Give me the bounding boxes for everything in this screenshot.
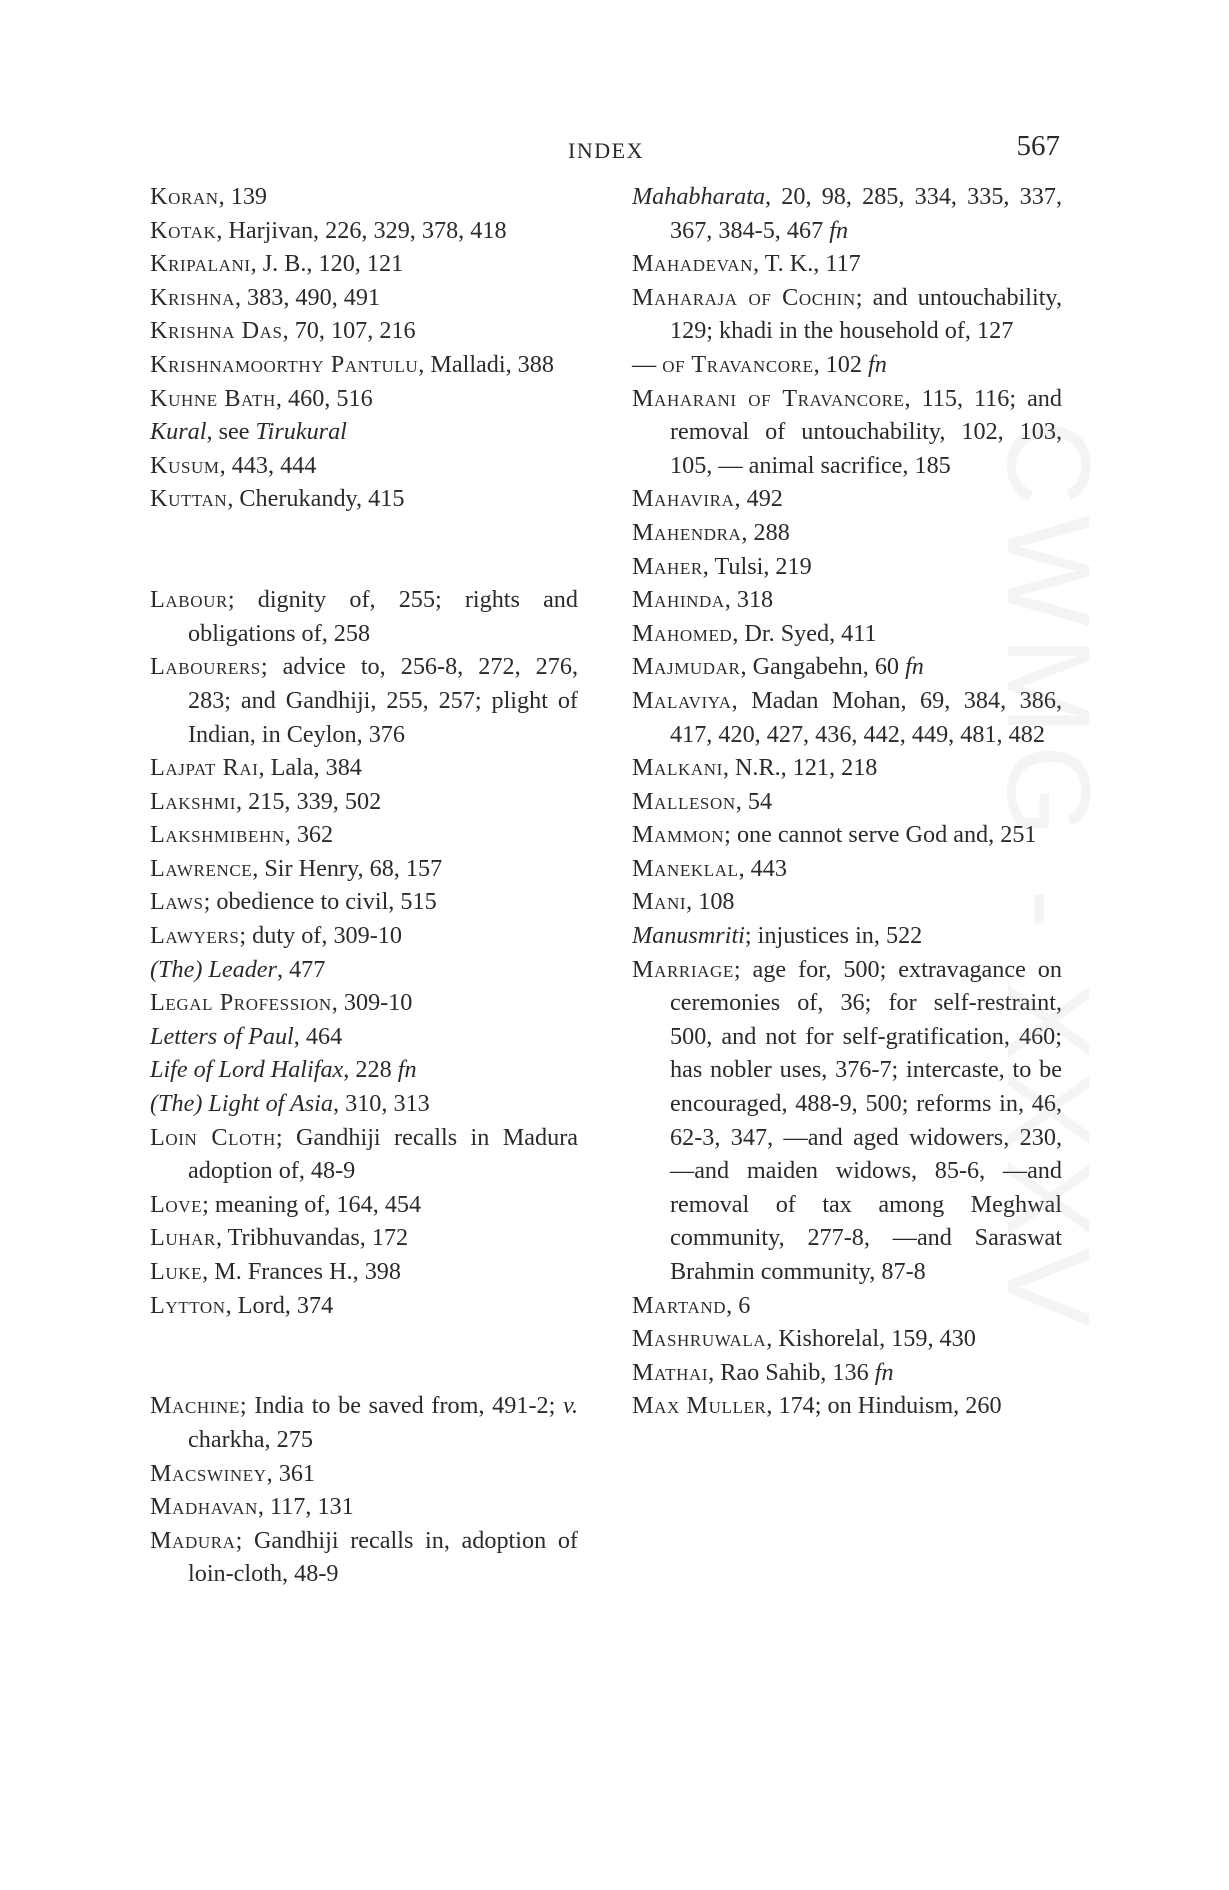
index-entry (150, 986, 578, 1020)
entry-references: ; meaning of, 164, 454 (202, 1190, 422, 1218)
entry-heading: Labourers (150, 653, 261, 681)
index-entry (150, 1524, 578, 1591)
entry-heading: of Travancore (662, 350, 814, 378)
index-entry (150, 348, 578, 382)
index-entry (150, 1490, 578, 1524)
index-entry (150, 1020, 578, 1054)
entry-heading: Krishna Das (150, 317, 283, 345)
entry-references: , 6 (726, 1291, 751, 1319)
watermark-text: CWMG - XXXV (982, 420, 1114, 1337)
index-entry (150, 953, 578, 987)
entry-references: , Tribhuvandas, 172 (215, 1224, 409, 1252)
entry-heading: Martand (632, 1291, 727, 1319)
entry-references: , 464 (293, 1022, 343, 1050)
entry-italic-term: fn (829, 216, 849, 244)
entry-references: , 20, 98, 285, 334, 335, 337, 367, 384-5, 467 (670, 183, 1062, 244)
entry-heading: Mahomed (632, 619, 733, 647)
entry-references: ; and untouchability, 129; khadi in the household of, 127 (670, 283, 1062, 345)
entry-heading: Lytton (150, 1291, 226, 1319)
section-gap (150, 516, 578, 583)
entry-references: ; Gandhiji recalls in, adoption of loin-cloth, 48-9 (188, 1526, 578, 1588)
entry-heading: Mahinda (632, 586, 725, 614)
entry-heading: Mahendra (632, 518, 742, 546)
entry-references: , Sir Henry, 68, 157 (252, 854, 443, 882)
entry-references: , 288 (741, 518, 790, 546)
index-entry (150, 751, 578, 785)
entry-heading: Luhar (150, 1224, 216, 1252)
entry-references: , Cherukandy, 415 (227, 485, 405, 513)
index-entry (150, 449, 578, 483)
entry-heading: Lawyers (150, 922, 240, 950)
entry-references: ; advice to, 256-8, 272, 276, 283; and Gandhiji, 255, 257; plight of Indian, in Ceylon, 376 (188, 653, 578, 748)
entry-heading: Luke (150, 1258, 203, 1285)
entry-heading: Kusum (150, 451, 220, 479)
entry-heading: Max Muller (632, 1392, 767, 1420)
index-entry (632, 348, 1062, 382)
index-entry (150, 1255, 578, 1289)
entry-references: ; Gandhiji recalls in Madura adoption of, 48-9 (188, 1123, 578, 1185)
entry-references: , 383, 490, 491 (234, 283, 381, 311)
entry-heading: Malleson (632, 787, 736, 815)
entry-references: , Rao Sahib, 136 (708, 1358, 875, 1386)
index-entry (150, 382, 578, 416)
entry-references: , 54 (735, 787, 773, 815)
entry-heading: Loin Cloth (150, 1123, 276, 1151)
entry-references: ; one cannot serve God and, 251 (724, 821, 1037, 849)
index-entry (150, 1389, 578, 1456)
entry-heading: Lawrence (150, 854, 253, 882)
index-entry (150, 818, 578, 852)
index-entry (150, 1087, 578, 1121)
entry-heading: Mahavira (632, 485, 735, 513)
entry-italic-term: v. (563, 1392, 578, 1420)
entry-references: , Malladi, 388 (418, 350, 554, 378)
section-gap (150, 1322, 578, 1389)
entry-references: , Lord, 374 (225, 1291, 334, 1319)
entry-references: , 361 (266, 1459, 315, 1487)
entry-references: , 310, 313 (333, 1090, 430, 1118)
entry-references: , 477 (276, 955, 326, 983)
entry-references: , 443, 444 (219, 451, 317, 479)
entry-references: , 215, 339, 502 (236, 787, 382, 815)
entry-heading: Kuttan (150, 485, 228, 513)
entry-references: , Tulsi, 219 (702, 552, 812, 580)
entry-references: ; age for, 500; extravagance on ceremonies of, 36; for self-restraint, 500, and not for self-gratification, 460; has nobler uses, 376-7; intercaste, to be encouraged, 488-9, 500; reforms in, 46, 62-3, 347, —and aged widowers, 230, —and maiden widows, 85-6, —and removal of tax among Meghwal community, 277-8, —and Saraswat Brahmin community, 87-8 (670, 955, 1062, 1285)
entry-italic-term: fn (905, 653, 924, 681)
index-entry (150, 1053, 578, 1087)
entry-heading: Marriage (632, 955, 734, 983)
entry-heading: Maher (632, 552, 703, 580)
index-entry (632, 247, 1062, 281)
entry-references: , 460, 516 (275, 384, 373, 412)
entry-references: , 309-10 (331, 989, 413, 1017)
entry-heading: Madhavan (150, 1493, 258, 1521)
index-entry (150, 482, 578, 516)
entry-references: , 362 (284, 821, 334, 849)
page-header (150, 130, 1062, 170)
index-entry (150, 650, 578, 751)
watermark (982, 420, 1130, 1470)
entry-heading: Lajpat Rai (150, 754, 259, 782)
index-column-left (150, 180, 578, 1591)
entry-italic-term: fn (867, 350, 887, 378)
index-entry (632, 180, 1062, 247)
page-number: 567 (1016, 130, 1060, 162)
index-entry (150, 919, 578, 953)
index-entry (150, 314, 578, 348)
entry-references: , 318 (724, 586, 774, 614)
index-entry (150, 281, 578, 315)
running-title: INDEX (568, 138, 644, 163)
entry-references: , 117, 131 (257, 1493, 354, 1521)
entry-heading: Kripalani (150, 250, 251, 278)
entry-heading: Letters of Paul (150, 1022, 294, 1050)
entry-heading: Kural (150, 418, 207, 446)
entry-references: ; India to be saved from, 491-2; (239, 1392, 563, 1420)
entry-heading: Macswiney (150, 1459, 267, 1487)
entry-heading: Machine (150, 1392, 240, 1420)
entry-italic-term: fn (397, 1056, 417, 1084)
entry-heading: Krishnamoorthy Pantulu (150, 350, 419, 378)
entry-heading: Lakshmi (150, 787, 237, 815)
entry-heading: Mahabharata (632, 183, 766, 210)
index-entry (150, 583, 578, 650)
index-entry (150, 1188, 578, 1222)
entry-references: ; obedience to civil, 515 (203, 888, 437, 916)
entry-heading: Mani (632, 888, 687, 916)
entry-references: , 174; on Hinduism, 260 (766, 1392, 1002, 1420)
entry-references: , Kishorelal, 159, 430 (766, 1325, 976, 1353)
index-entry (150, 1457, 578, 1491)
entry-references: , 70, 107, 216 (282, 317, 416, 345)
index-entry (150, 1221, 578, 1255)
entry-references: , 492 (734, 485, 783, 513)
index-entry (150, 415, 578, 449)
entry-heading: Maneklal (632, 854, 739, 882)
entry-heading: Life of Lord Halifax (150, 1056, 344, 1084)
entry-references: ; duty of, 309-10 (239, 922, 402, 950)
entry-references: , 443 (738, 854, 787, 882)
entry-references: , 139 (218, 183, 268, 210)
entry-heading: Manusmriti (632, 922, 745, 950)
entry-references: , 108 (686, 888, 735, 916)
index-entry (150, 852, 578, 886)
entry-heading: Love (150, 1190, 203, 1218)
entry-heading: Laws (150, 888, 204, 916)
index-entry (150, 885, 578, 919)
index-entry (632, 281, 1062, 348)
entry-heading: Koran (150, 183, 219, 210)
entry-references: charkha, 275 (188, 1425, 313, 1453)
entry-heading: Legal Profession (150, 989, 332, 1017)
entry-references: , see (206, 418, 256, 446)
entry-heading: Maharaja of Cochin (632, 283, 856, 311)
index-entry (150, 785, 578, 819)
entry-heading: Kuhne Bath (150, 384, 276, 412)
index-entry (150, 1121, 578, 1188)
entry-references: , N.R., 121, 218 (722, 754, 878, 782)
index-entry (632, 1356, 1062, 1390)
entry-references: , Harjivan, 226, 329, 378, 418 (216, 216, 507, 244)
entry-heading: Majmudar (632, 653, 741, 681)
entry-heading: (The) Light of Asia (150, 1090, 333, 1118)
entry-references: ; dignity of, 255; rights and obligations of, 258 (188, 586, 578, 647)
entry-italic-term: Tirukural (255, 418, 347, 446)
entry-references: , Dr. Syed, 411 (732, 619, 877, 647)
entry-prefix: — (632, 350, 663, 378)
entry-references: , Lala, 384 (258, 754, 362, 782)
index-entry (150, 247, 578, 281)
entry-references: , J. B., 120, 121 (250, 250, 404, 278)
entry-heading: Maharani of Travancore (632, 384, 905, 412)
entry-references: , 115, 116; and removal of untouchability, 102, 103, 105, — animal sacrifice, 185 (670, 384, 1062, 479)
entry-heading: Mathai (632, 1358, 709, 1386)
entry-heading: Malkani (632, 754, 723, 782)
entry-references: , 102 (813, 350, 868, 378)
entry-heading: Mammon (632, 821, 725, 849)
entry-heading: Labour (150, 586, 228, 614)
index-entry (150, 180, 578, 214)
entry-references: , M. Frances H., 398 (202, 1258, 401, 1285)
entry-heading: (The) Leader (150, 955, 277, 983)
entry-references: ; injustices in, 522 (744, 922, 923, 950)
entry-heading: Mahadevan (632, 250, 754, 278)
index-entry (150, 214, 578, 248)
entry-heading: Madura (150, 1526, 236, 1554)
entry-heading: Mashruwala (632, 1325, 767, 1353)
entry-references: , Madan Mohan, 69, 384, 386, 417, 420, 427, 436, 442, 449, 481, 482 (670, 686, 1062, 748)
entry-heading: Kotak (150, 216, 217, 244)
entry-italic-term: fn (874, 1358, 894, 1386)
index-entry (150, 1289, 578, 1323)
entry-references: , Gangabehn, 60 (740, 653, 906, 681)
entry-references: , T. K., 117 (753, 250, 861, 278)
entry-heading: Lakshmibehn (150, 821, 285, 849)
entry-heading: Malaviya (632, 686, 732, 714)
index-entry (632, 1389, 1062, 1423)
entry-heading: Krishna (150, 283, 235, 311)
entry-references: , 228 (343, 1056, 398, 1084)
